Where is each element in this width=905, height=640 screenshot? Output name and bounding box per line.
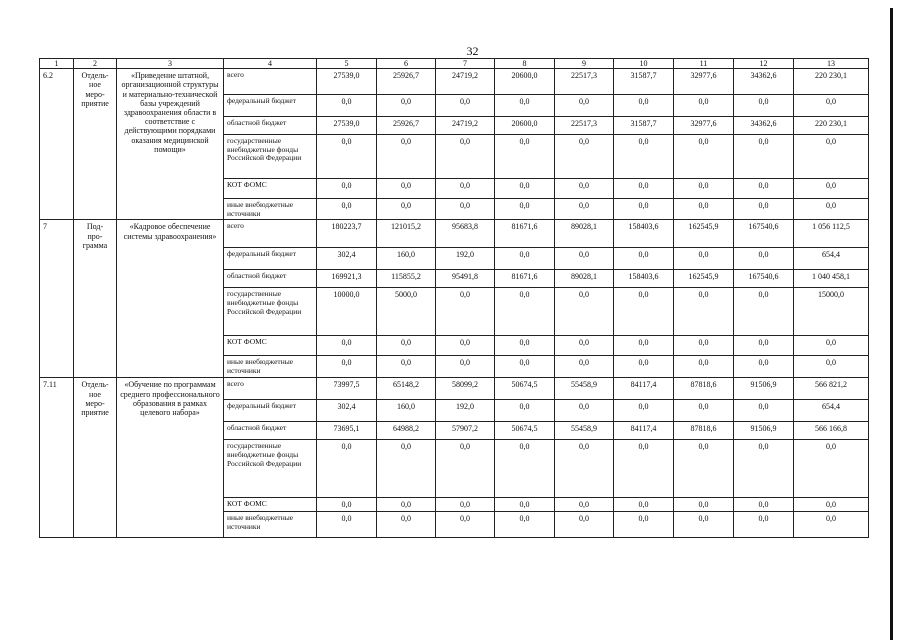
- amount-cell: 27539,0: [317, 117, 377, 135]
- amount-cell: 0,0: [495, 135, 555, 179]
- amount-cell: 0,0: [436, 95, 495, 117]
- amount-cell: 87818,6: [674, 422, 734, 440]
- amount-cell: 0,0: [674, 356, 734, 378]
- amount-cell: 654,4: [794, 400, 869, 422]
- column-header: 5: [317, 59, 377, 69]
- amount-cell: 0,0: [555, 498, 614, 512]
- amount-cell: 566 166,8: [794, 422, 869, 440]
- amount-cell: 0,0: [674, 179, 734, 199]
- amount-cell: 0,0: [495, 199, 555, 220]
- amount-cell: 0,0: [377, 440, 436, 498]
- column-header: 4: [224, 59, 317, 69]
- row-code: 6.2: [40, 69, 74, 220]
- amount-cell: 0,0: [734, 356, 794, 378]
- amount-cell: 0,0: [674, 440, 734, 498]
- amount-cell: 1 056 112,5: [794, 220, 869, 248]
- row-code: 7: [40, 220, 74, 378]
- amount-cell: 0,0: [555, 356, 614, 378]
- amount-cell: 302,4: [317, 400, 377, 422]
- column-header: 3: [117, 59, 224, 69]
- amount-cell: 167540,6: [734, 220, 794, 248]
- margin-rule: [890, 8, 893, 640]
- funding-source: федеральный бюджет: [224, 95, 317, 117]
- amount-cell: 180223,7: [317, 220, 377, 248]
- funding-source: областной бюджет: [224, 422, 317, 440]
- amount-cell: 0,0: [495, 356, 555, 378]
- amount-cell: 0,0: [317, 512, 377, 538]
- amount-cell: 50674,5: [495, 422, 555, 440]
- funding-source: государственные внебюджетные фонды Российской Федерации: [224, 135, 317, 179]
- amount-cell: 0,0: [674, 400, 734, 422]
- amount-cell: 0,0: [614, 248, 674, 270]
- funding-source: иные внебюджетные источники: [224, 199, 317, 220]
- row-category: Отдель- ное меро- приятие: [74, 378, 117, 538]
- amount-cell: 167540,6: [734, 270, 794, 288]
- column-header: 7: [436, 59, 495, 69]
- amount-cell: 220 230,1: [794, 117, 869, 135]
- amount-cell: 84117,4: [614, 378, 674, 400]
- amount-cell: 0,0: [734, 95, 794, 117]
- amount-cell: 0,0: [317, 95, 377, 117]
- amount-cell: 22517,3: [555, 69, 614, 95]
- funding-source: всего: [224, 69, 317, 95]
- amount-cell: 0,0: [495, 512, 555, 538]
- amount-cell: 58099,2: [436, 378, 495, 400]
- amount-cell: 0,0: [734, 179, 794, 199]
- amount-cell: 160,0: [377, 248, 436, 270]
- amount-cell: 0,0: [317, 199, 377, 220]
- amount-cell: 34362,6: [734, 69, 794, 95]
- amount-cell: 0,0: [614, 288, 674, 336]
- amount-cell: 302,4: [317, 248, 377, 270]
- amount-cell: 73695,1: [317, 422, 377, 440]
- amount-cell: 121015,2: [377, 220, 436, 248]
- amount-cell: 0,0: [555, 512, 614, 538]
- amount-cell: 0,0: [555, 95, 614, 117]
- amount-cell: 0,0: [614, 135, 674, 179]
- amount-cell: 0,0: [555, 179, 614, 199]
- amount-cell: 0,0: [794, 356, 869, 378]
- amount-cell: 0,0: [614, 440, 674, 498]
- amount-cell: 220 230,1: [794, 69, 869, 95]
- amount-cell: 192,0: [436, 400, 495, 422]
- amount-cell: 81671,6: [495, 270, 555, 288]
- amount-cell: 65148,2: [377, 378, 436, 400]
- funding-source: федеральный бюджет: [224, 248, 317, 270]
- amount-cell: 0,0: [377, 199, 436, 220]
- amount-cell: 0,0: [734, 512, 794, 538]
- amount-cell: 0,0: [377, 95, 436, 117]
- amount-cell: 0,0: [495, 288, 555, 336]
- amount-cell: 27539,0: [317, 69, 377, 95]
- amount-cell: 0,0: [555, 440, 614, 498]
- amount-cell: 95683,8: [436, 220, 495, 248]
- amount-cell: 0,0: [614, 498, 674, 512]
- amount-cell: 0,0: [614, 400, 674, 422]
- amount-cell: 0,0: [794, 95, 869, 117]
- amount-cell: 162545,9: [674, 220, 734, 248]
- amount-cell: 73997,5: [317, 378, 377, 400]
- amount-cell: 0,0: [734, 498, 794, 512]
- amount-cell: 91506,9: [734, 378, 794, 400]
- amount-cell: 0,0: [317, 179, 377, 199]
- amount-cell: 0,0: [377, 356, 436, 378]
- amount-cell: 0,0: [317, 336, 377, 356]
- funding-source: КОТ ФОМС: [224, 336, 317, 356]
- amount-cell: 0,0: [495, 179, 555, 199]
- amount-cell: 0,0: [794, 440, 869, 498]
- funding-source: областной бюджет: [224, 270, 317, 288]
- funding-source: государственные внебюджетные фонды Российской Федерации: [224, 440, 317, 498]
- amount-cell: 0,0: [794, 336, 869, 356]
- column-header: 11: [674, 59, 734, 69]
- amount-cell: 87818,6: [674, 378, 734, 400]
- amount-cell: 89028,1: [555, 220, 614, 248]
- table-header-row: [40, 59, 869, 69]
- amount-cell: 0,0: [614, 179, 674, 199]
- amount-cell: 0,0: [495, 400, 555, 422]
- row-name: «Приведение штатной, организационной структуры и материально-технической базы учреждений здравоохранения области в соответствие с действующими порядками оказания медицинской помощи»: [117, 69, 224, 220]
- amount-cell: 0,0: [794, 135, 869, 179]
- amount-cell: 95491,8: [436, 270, 495, 288]
- amount-cell: 0,0: [377, 498, 436, 512]
- amount-cell: 0,0: [734, 400, 794, 422]
- amount-cell: 0,0: [436, 512, 495, 538]
- amount-cell: 0,0: [436, 336, 495, 356]
- amount-cell: 0,0: [555, 248, 614, 270]
- amount-cell: 169921,3: [317, 270, 377, 288]
- amount-cell: 0,0: [317, 440, 377, 498]
- amount-cell: 0,0: [674, 135, 734, 179]
- column-header: 10: [614, 59, 674, 69]
- funding-source: КОТ ФОМС: [224, 179, 317, 199]
- funding-source: иные внебюджетные источники: [224, 356, 317, 378]
- row-code: 7.11: [40, 378, 74, 538]
- amount-cell: 22517,3: [555, 117, 614, 135]
- amount-cell: 5000,0: [377, 288, 436, 336]
- amount-cell: 24719,2: [436, 117, 495, 135]
- amount-cell: 57907,2: [436, 422, 495, 440]
- amount-cell: 0,0: [734, 440, 794, 498]
- amount-cell: 0,0: [614, 512, 674, 538]
- amount-cell: 0,0: [555, 135, 614, 179]
- amount-cell: 0,0: [674, 498, 734, 512]
- amount-cell: 20600,0: [495, 69, 555, 95]
- amount-cell: 0,0: [317, 356, 377, 378]
- column-header: 9: [555, 59, 614, 69]
- amount-cell: 55458,9: [555, 378, 614, 400]
- amount-cell: 0,0: [436, 356, 495, 378]
- column-header: 6: [377, 59, 436, 69]
- funding-source: государственные внебюджетные фонды Российской Федерации: [224, 288, 317, 336]
- amount-cell: 0,0: [317, 498, 377, 512]
- amount-cell: 0,0: [436, 135, 495, 179]
- funding-source: иные внебюджетные источники: [224, 512, 317, 538]
- table-row: [40, 220, 869, 248]
- funding-source: всего: [224, 220, 317, 248]
- amount-cell: 0,0: [555, 400, 614, 422]
- amount-cell: 0,0: [377, 336, 436, 356]
- amount-cell: 0,0: [555, 199, 614, 220]
- amount-cell: 0,0: [674, 512, 734, 538]
- amount-cell: 0,0: [555, 288, 614, 336]
- table-row: [40, 378, 869, 400]
- amount-cell: 31587,7: [614, 117, 674, 135]
- amount-cell: 31587,7: [614, 69, 674, 95]
- row-name: «Кадровое обеспечение системы здравоохранения»: [117, 220, 224, 378]
- amount-cell: 0,0: [614, 199, 674, 220]
- amount-cell: 50674,5: [495, 378, 555, 400]
- amount-cell: 0,0: [614, 336, 674, 356]
- amount-cell: 32977,6: [674, 69, 734, 95]
- amount-cell: 160,0: [377, 400, 436, 422]
- funding-source: федеральный бюджет: [224, 400, 317, 422]
- amount-cell: 0,0: [734, 288, 794, 336]
- amount-cell: 0,0: [674, 199, 734, 220]
- amount-cell: 0,0: [436, 440, 495, 498]
- amount-cell: 84117,4: [614, 422, 674, 440]
- amount-cell: 10000,0: [317, 288, 377, 336]
- budget-table: [39, 58, 869, 538]
- amount-cell: 0,0: [317, 135, 377, 179]
- amount-cell: 0,0: [794, 179, 869, 199]
- amount-cell: 91506,9: [734, 422, 794, 440]
- column-header: 12: [734, 59, 794, 69]
- amount-cell: 64988,2: [377, 422, 436, 440]
- amount-cell: 0,0: [377, 179, 436, 199]
- amount-cell: 0,0: [495, 336, 555, 356]
- amount-cell: 55458,9: [555, 422, 614, 440]
- column-header: 8: [495, 59, 555, 69]
- funding-source: всего: [224, 378, 317, 400]
- amount-cell: 0,0: [495, 248, 555, 270]
- amount-cell: 0,0: [674, 288, 734, 336]
- amount-cell: 192,0: [436, 248, 495, 270]
- amount-cell: 0,0: [674, 336, 734, 356]
- amount-cell: 0,0: [555, 336, 614, 356]
- amount-cell: 0,0: [377, 135, 436, 179]
- amount-cell: 0,0: [734, 336, 794, 356]
- amount-cell: 0,0: [436, 179, 495, 199]
- amount-cell: 25926,7: [377, 117, 436, 135]
- row-name: «Обучение по программам среднего профессионального образования в рамках целевого набора»: [117, 378, 224, 538]
- amount-cell: 0,0: [436, 199, 495, 220]
- amount-cell: 566 821,2: [794, 378, 869, 400]
- amount-cell: 0,0: [614, 356, 674, 378]
- amount-cell: 0,0: [436, 498, 495, 512]
- amount-cell: 0,0: [495, 440, 555, 498]
- amount-cell: 158403,6: [614, 270, 674, 288]
- amount-cell: 20600,0: [495, 117, 555, 135]
- amount-cell: 0,0: [614, 95, 674, 117]
- amount-cell: 654,4: [794, 248, 869, 270]
- amount-cell: 0,0: [794, 512, 869, 538]
- amount-cell: 89028,1: [555, 270, 614, 288]
- row-category: Под- про- грамма: [74, 220, 117, 378]
- column-header: 1: [40, 59, 74, 69]
- amount-cell: 0,0: [436, 288, 495, 336]
- funding-source: областной бюджет: [224, 117, 317, 135]
- amount-cell: 25926,7: [377, 69, 436, 95]
- amount-cell: 0,0: [495, 95, 555, 117]
- amount-cell: 0,0: [734, 248, 794, 270]
- amount-cell: 0,0: [674, 95, 734, 117]
- amount-cell: 0,0: [377, 512, 436, 538]
- amount-cell: 0,0: [794, 199, 869, 220]
- amount-cell: 158403,6: [614, 220, 674, 248]
- amount-cell: 15000,0: [794, 288, 869, 336]
- funding-source: КОТ ФОМС: [224, 498, 317, 512]
- amount-cell: 115855,2: [377, 270, 436, 288]
- amount-cell: 0,0: [674, 248, 734, 270]
- amount-cell: 34362,6: [734, 117, 794, 135]
- amount-cell: 0,0: [734, 199, 794, 220]
- amount-cell: 0,0: [794, 498, 869, 512]
- amount-cell: 81671,6: [495, 220, 555, 248]
- amount-cell: 32977,6: [674, 117, 734, 135]
- amount-cell: 0,0: [495, 498, 555, 512]
- row-category: Отдель- ное меро- приятие: [74, 69, 117, 220]
- page-number: 32: [466, 44, 479, 58]
- amount-cell: 24719,2: [436, 69, 495, 95]
- amount-cell: 0,0: [734, 135, 794, 179]
- column-header: 2: [74, 59, 117, 69]
- amount-cell: 1 040 458,1: [794, 270, 869, 288]
- column-header: 13: [794, 59, 869, 69]
- table-row: [40, 69, 869, 95]
- amount-cell: 162545,9: [674, 270, 734, 288]
